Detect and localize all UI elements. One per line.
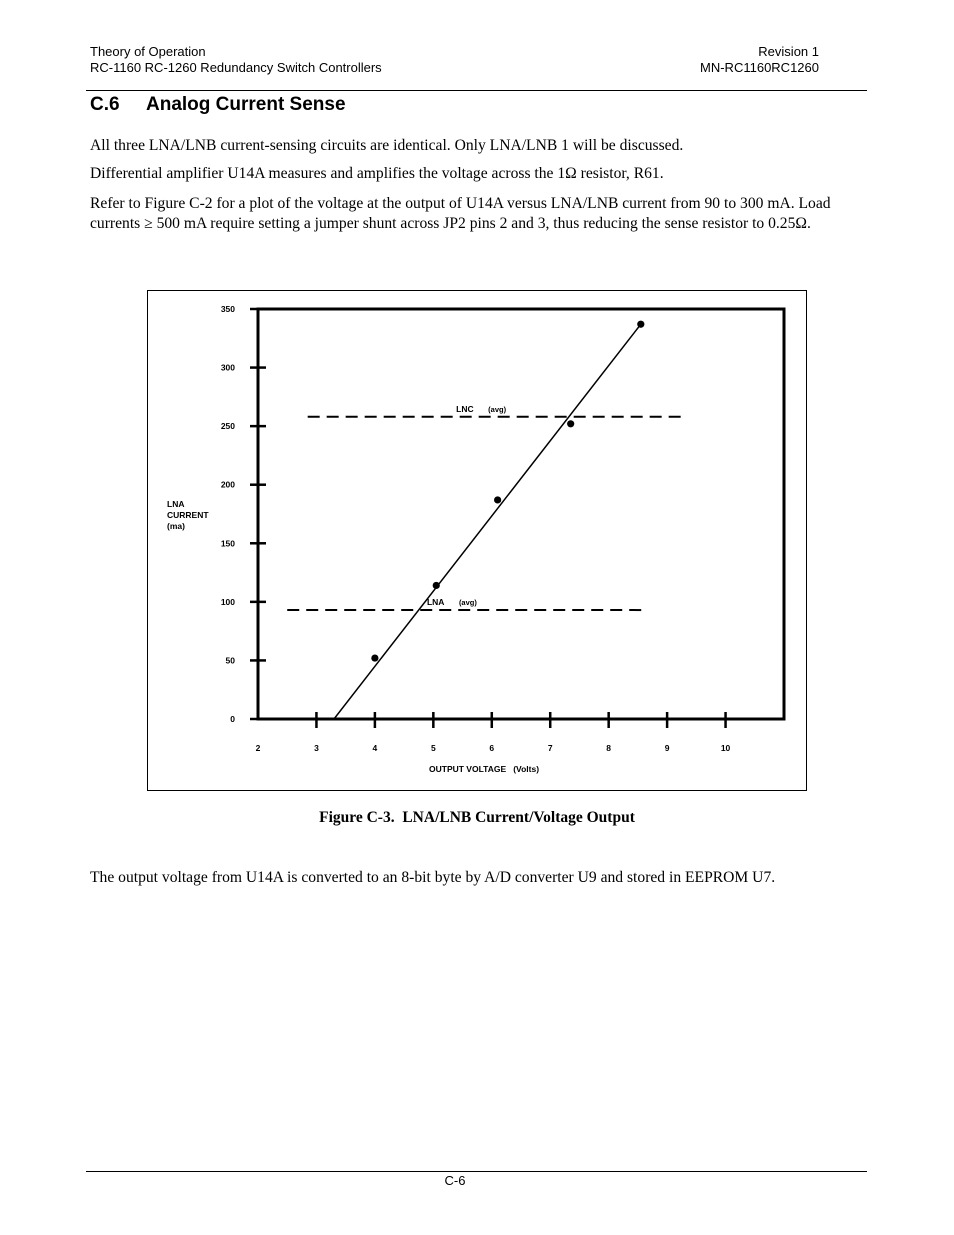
x-tick-label: 3 — [314, 743, 319, 753]
y-axis-label-line: CURRENT — [167, 510, 209, 520]
reference-line-sublabel: (avg) — [488, 404, 507, 414]
reference-line-sublabel: (avg) — [458, 598, 477, 608]
y-axis-label — [167, 499, 209, 531]
body-paragraph-3: Refer to Figure C-2 for a plot of the voltage at the output of U14A versus LNA/LNB current from 90 to 300 mA. Load currents ≥ 500 mA require setting a jumper shunt across JP2 pins 2 and 3, thus reducing the sense resistor to 0.25Ω. — [90, 195, 831, 232]
x-tick-label: 7 — [547, 743, 553, 753]
section-title: Analog Current Sense — [146, 94, 346, 115]
running-header-right — [700, 44, 819, 76]
plot-area-frame — [258, 309, 784, 719]
y-tick-label: 0 — [230, 714, 235, 724]
header-document-section: Theory of Operation — [90, 44, 206, 59]
y-axis-label-line: (ma) — [167, 521, 185, 531]
header-rule — [86, 90, 867, 91]
x-tick-label: 9 — [664, 743, 670, 753]
header-manual-number: MN-RC1160RC1260 — [700, 60, 819, 75]
reference-lines — [287, 404, 684, 610]
header-revision: Revision 1 — [758, 44, 819, 59]
data-point — [637, 321, 644, 328]
reference-line-label: LNA — [426, 597, 445, 608]
fit-line — [334, 324, 641, 719]
fit-line-group — [334, 324, 641, 719]
y-tick-label: 200 — [220, 479, 235, 490]
reference-line-label: LNC — [456, 403, 474, 414]
y-tick-label: 150 — [220, 538, 235, 549]
x-tick-label: 5 — [430, 743, 436, 753]
body-paragraph-2: Differential amplifier U14A measures and amplifies the voltage across the 1Ω resistor, R61. — [90, 165, 664, 182]
y-tick-label: 250 — [220, 421, 235, 432]
section-heading — [90, 93, 346, 117]
y-axis-label-line: LNA — [167, 499, 185, 509]
y-tick-label: 100 — [220, 596, 235, 607]
x-tick-label: 8 — [606, 743, 612, 753]
data-point — [567, 420, 574, 427]
page-number: C-6 — [444, 1173, 466, 1188]
footer-rule — [86, 1171, 867, 1172]
y-tick-label: 350 — [220, 304, 235, 314]
body-paragraph-1: All three LNA/LNB current-sensing circuits are identical. Only LNA/LNB 1 will be discussed. — [90, 137, 684, 154]
header-product-name: RC-1160 RC-1260 Redundancy Switch Controllers — [90, 60, 382, 75]
figure-caption: Figure C-3. LNA/LNB Current/Voltage Output — [319, 809, 635, 826]
current-voltage-chart — [147, 290, 807, 791]
y-tick-label: 50 — [225, 655, 235, 666]
section-number: C.6 — [90, 94, 120, 115]
data-point — [494, 496, 501, 503]
running-header-left — [90, 44, 382, 76]
x-tick-label: 4 — [372, 743, 378, 753]
y-tick-label: 300 — [220, 362, 235, 373]
data-point — [371, 654, 378, 661]
x-tick-label: 2 — [255, 743, 261, 753]
body-paragraph-4: The output voltage from U14A is converted to an 8-bit byte by A/D converter U9 and stored in EEPROM U7. — [90, 869, 776, 886]
x-tick-label: 10 — [720, 743, 731, 753]
x-axis-label: OUTPUT VOLTAGE (Volts) — [429, 764, 540, 774]
x-tick-label: 6 — [489, 743, 495, 753]
data-point — [433, 582, 440, 589]
